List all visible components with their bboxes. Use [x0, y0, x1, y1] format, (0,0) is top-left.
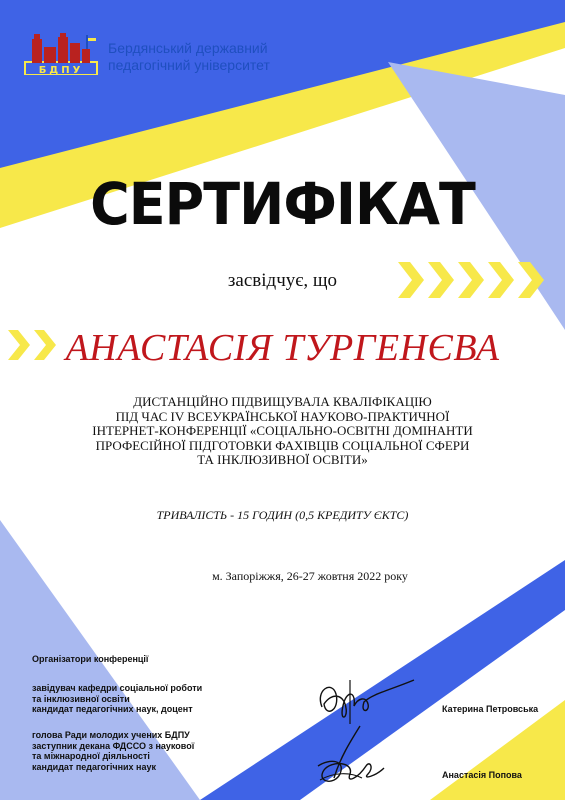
place-date: м. Запоріжжя, 26-27 жовтня 2022 року — [212, 569, 408, 583]
signer2-title-line: та міжнародної діяльності — [32, 751, 150, 761]
description-line: ІНТЕРНЕТ-КОНФЕРЕНЦІЇ «СОЦІАЛЬНО-ОСВІТНІ ДОМІНАНТИ — [92, 423, 473, 438]
description-line: ТА ІНКЛЮЗИВНОЇ ОСВІТИ» — [197, 452, 368, 467]
logo-text: БДПУ — [38, 65, 84, 76]
university-logo — [22, 33, 100, 83]
logo-building — [44, 47, 56, 63]
organizers-heading: Організатори конференції — [32, 654, 149, 664]
signer1-name: Катерина Петровська — [442, 704, 539, 714]
certificate-description — [30, 395, 535, 468]
signer2-name: Анастасія Попова — [442, 770, 522, 780]
description-line: ПРОФЕСІЙНОЇ ПІДГОТОВКИ ФАХІВЦІВ СОЦІАЛЬНОЇ СФЕРИ — [95, 437, 470, 453]
university-name-line2: педагогічний університет — [108, 57, 270, 73]
certifies-text: засвідчує, що — [227, 270, 338, 291]
logo-tower-left — [32, 39, 42, 63]
signer1-title-line: та інклюзивної освіти — [32, 693, 130, 704]
signature-2 — [300, 722, 390, 792]
university-name-line1: Бердянський державний — [108, 40, 268, 56]
recipient-name: АНАСТАСІЯ ТУРГЕНЄВА — [65, 327, 500, 369]
certificate-title: СЕРТИФІКАТ — [90, 170, 475, 238]
logo-flag-top — [88, 35, 96, 38]
description-line: ПІД ЧАС IV ВСЕУКРАЇНСЬКОЇ НАУКОВО-ПРАКТИЧНОЇ — [115, 408, 450, 424]
signer1-title — [32, 683, 202, 715]
logo-flagpole — [86, 35, 88, 49]
logo-tower-center — [58, 37, 68, 63]
signer2-title — [32, 730, 194, 772]
signer1-title-line: кандидат педагогічних наук, доцент — [32, 704, 193, 714]
logo-flag-bottom — [88, 38, 96, 41]
duration-text: ТРИВАЛІСТЬ - 15 ГОДИН (0,5 КРЕДИТУ ЄКТС) — [156, 508, 409, 522]
description-line: ДИСТАНЦІЙНО ПІДВИЩУВАЛА КВАЛІФІКАЦІЮ — [133, 394, 432, 409]
signer2-title-line: голова Ради молодих учених БДПУ — [32, 730, 190, 740]
university-name — [108, 40, 270, 74]
signer2-title-line: заступник декана ФДССО з наукової — [32, 740, 195, 751]
signer1-title-line: завідувач кафедри соціальної роботи — [32, 683, 203, 693]
logo-tower-right — [70, 43, 80, 63]
signer2-title-line: кандидат педагогічних наук — [32, 761, 157, 772]
